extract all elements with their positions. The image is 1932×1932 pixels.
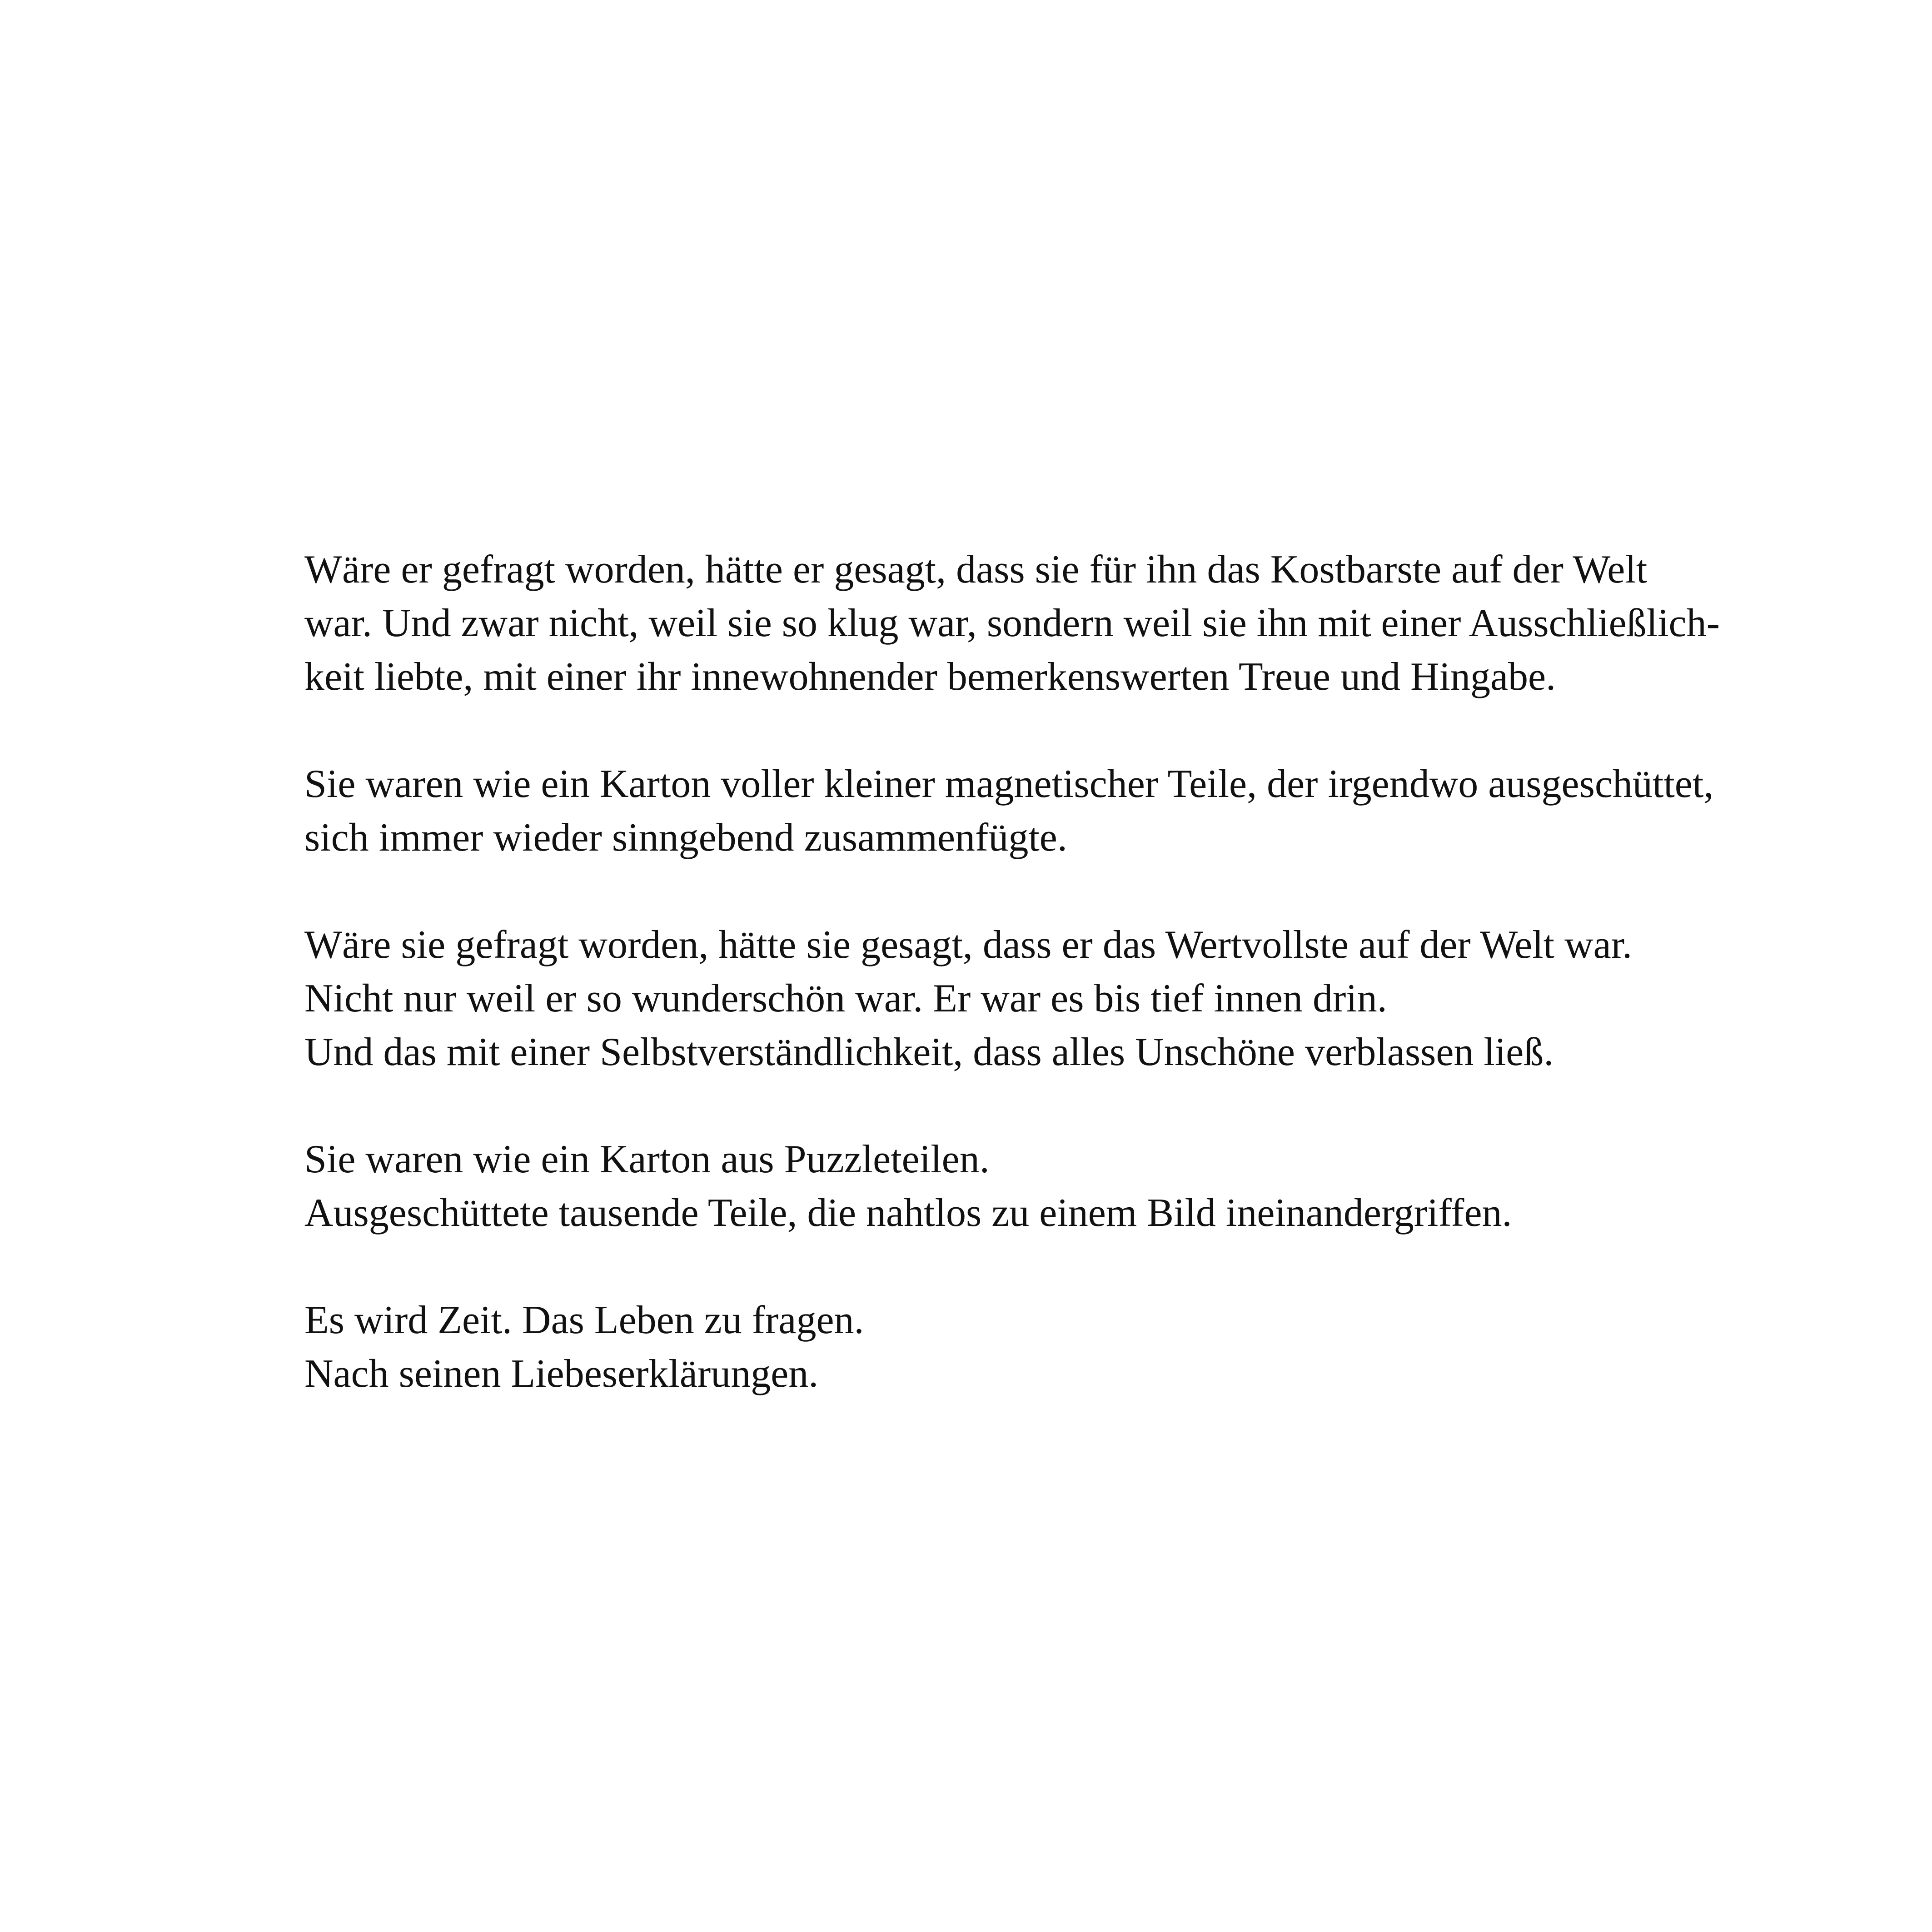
text-line: Wäre sie gefragt worden, hätte sie gesagt, dass er das Wertvollste auf der Welt war.	[304, 923, 1633, 967]
text-block	[304, 543, 1849, 1454]
text-line: Sie waren wie ein Karton voller kleiner magnetischer Teile, der irgendwo ausgeschüttet,	[304, 762, 1714, 806]
paragraph-1	[304, 543, 1849, 704]
text-line: Sie waren wie ein Karton aus Puzzleteilen.	[304, 1137, 990, 1181]
text-line: Nach seinen Liebeserklärungen.	[304, 1352, 819, 1396]
paragraph-4	[304, 1133, 1849, 1240]
paragraph-3	[304, 918, 1849, 1079]
text-line: Und das mit einer Selbstverständlichkeit, dass alles Unschöne verblassen ließ.	[304, 1030, 1554, 1074]
text-line: Es wird Zeit. Das Leben zu fragen.	[304, 1298, 864, 1342]
text-line: Ausgeschüttete tausende Teile, die nahtlos zu einem Bild ineinandergriffen.	[304, 1191, 1512, 1235]
text-line: Nicht nur weil er so wunderschön war. Er war es bis tief innen drin.	[304, 976, 1387, 1021]
text-line: sich immer wieder sinngebend zusammenfügte.	[304, 816, 1067, 860]
paragraph-2	[304, 757, 1849, 865]
text-line: war. Und zwar nicht, weil sie so klug war, sondern weil sie ihn mit einer Ausschließlich-	[304, 601, 1720, 645]
paragraph-5	[304, 1294, 1849, 1401]
text-line: Wäre er gefragt worden, hätte er gesagt, dass sie für ihn das Kostbarste auf der Welt	[304, 548, 1648, 592]
text-line: keit liebte, mit einer ihr innewohnender bemerkenswerten Treue und Hingabe.	[304, 655, 1556, 699]
